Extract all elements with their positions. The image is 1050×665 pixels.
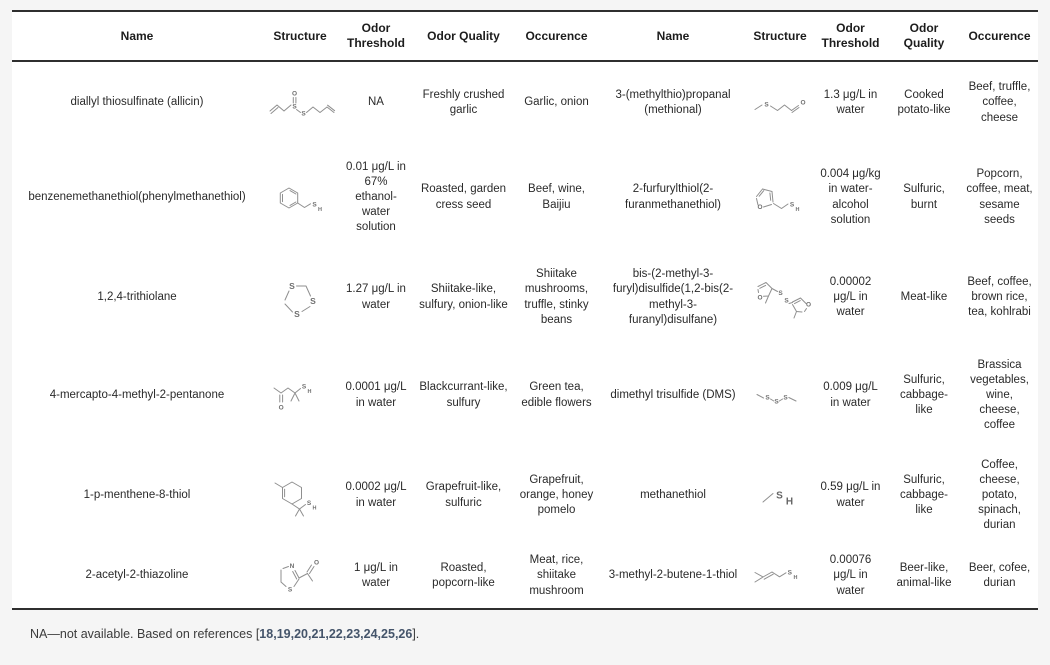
reference-separator: , — [342, 627, 347, 641]
name-cell: diallyl thiosulfinate (allicin) — [70, 96, 204, 109]
name-cell: 3-(methylthio)propanal (methional) — [615, 88, 731, 116]
odor-quality-cell: Shiitake-like, sulfury, onion-like — [419, 283, 508, 311]
reference-link-24[interactable]: 24 — [363, 627, 378, 641]
table-header — [12, 11, 1038, 61]
benzyl-mercaptan-structure-icon — [271, 181, 329, 215]
structure-cell — [746, 344, 814, 447]
structure-cell — [262, 544, 338, 609]
svg-text:S: S — [289, 280, 295, 291]
name-cell: dimethyl trisulfide (DMS) — [610, 388, 736, 401]
occurence-cell: Coffee, cheese, potato, spinach, durian — [978, 458, 1021, 532]
acetyl-thiazoline-structure-icon — [273, 556, 327, 596]
odor-threshold-cell: 1.3 μg/L in water — [823, 88, 878, 116]
odor-threshold-cell: 0.59 μg/L in water — [820, 481, 881, 509]
svg-text:S: S — [312, 201, 317, 208]
name-cell: 4-mercapto-4-methyl-2-pentanone — [49, 388, 225, 401]
name-cell: 3-methyl-2-butene-1-thiol — [608, 569, 738, 582]
structure-cell — [746, 447, 814, 544]
reference-separator: , — [290, 627, 295, 641]
footnote-text: NA—not available. Based on references [ — [30, 627, 260, 641]
svg-text:S: S — [306, 499, 312, 507]
odor-quality-cell: Sulfuric, cabbage-like — [900, 373, 948, 417]
table-card — [12, 10, 1038, 610]
structure-cell — [746, 251, 814, 344]
odor-quality-cell: Roasted, popcorn-like — [432, 561, 495, 589]
header-name-right: Name — [656, 28, 690, 43]
structure-cell — [262, 251, 338, 344]
svg-text:S: S — [287, 586, 293, 594]
reference-link-18[interactable]: 18 — [259, 627, 274, 641]
occurence-cell: Popcorn, coffee, meat, sesame seeds — [966, 168, 1033, 226]
odor-threshold-cell: 0.009 μg/L in water — [823, 381, 878, 409]
svg-text:O: O — [291, 90, 298, 98]
svg-text:O: O — [800, 99, 806, 107]
header-odor-quality-left: Odor Quality — [427, 28, 500, 43]
header-odor-threshold-left: Odor Threshold — [346, 21, 405, 50]
header-occurence-right: Occurence — [968, 28, 1031, 43]
reference-separator: , — [360, 627, 364, 641]
structure-cell — [262, 447, 338, 544]
svg-text:O: O — [757, 203, 763, 211]
reference-link-26[interactable]: 26 — [398, 627, 413, 641]
structure-cell — [746, 144, 814, 251]
reference-link-21[interactable]: 21 — [311, 627, 326, 641]
reference-link-23[interactable]: 23 — [346, 627, 361, 641]
table-row — [12, 344, 1038, 447]
reference-link-20[interactable]: 20 — [294, 627, 308, 641]
svg-text:O: O — [805, 301, 812, 308]
odor-quality-cell: Beer-like, animal-like — [896, 561, 952, 589]
odor-threshold-cell: 0.004 μg/kg in water-alcohol solution — [820, 168, 881, 226]
odor-quality-cell: Blackcurrant-like, sulfury — [419, 381, 508, 409]
odor-threshold-cell: 0.0002 μg/L in water — [345, 481, 407, 509]
svg-text:H: H — [795, 206, 800, 213]
odor-threshold-cell: NA — [368, 96, 384, 109]
structure-cell — [262, 344, 338, 447]
svg-text:S: S — [301, 110, 306, 118]
svg-text:S: S — [764, 101, 769, 109]
reference-separator: , — [307, 627, 312, 641]
svg-text:H: H — [312, 505, 317, 511]
svg-text:S: S — [778, 289, 783, 297]
svg-text:H: H — [793, 575, 798, 581]
occurence-cell: Beef, truffle, coffee, cheese — [968, 81, 1031, 124]
header-row — [12, 11, 1038, 61]
structure-cell — [746, 61, 814, 144]
name-cell: 2-acetyl-2-thiazoline — [85, 569, 189, 582]
occurence-cell: Beef, wine, Baijiu — [528, 183, 585, 211]
odor-threshold-cell: 0.00076 μg/L in water — [829, 554, 872, 597]
occurence-cell: Shiitake mushrooms, truffle, stinky beans — [524, 268, 589, 326]
name-cell: 1-p-menthene-8-thiol — [83, 488, 191, 501]
occurence-cell: Beer, cofee, durian — [968, 561, 1031, 589]
odor-threshold-cell: 0.01 μg/L in 67% ethanol-water solution — [346, 160, 406, 234]
table-row — [12, 251, 1038, 344]
reference-separator: , — [273, 627, 277, 641]
svg-text:S: S — [784, 297, 789, 304]
svg-text:S: S — [789, 201, 795, 208]
occurence-cell: Grapefruit, orange, honey pomelo — [519, 473, 594, 517]
furfurylthiol-structure-icon — [752, 182, 808, 214]
svg-text:O: O — [757, 294, 763, 301]
header-occurence-left: Occurence — [525, 28, 588, 43]
svg-text:S: S — [765, 394, 770, 401]
menthene-thiol-structure-icon — [270, 473, 330, 519]
odor-quality-cell: Freshly crushed garlic — [422, 88, 505, 116]
name-cell: benzenemethanethiol(phenylmethanethiol) — [28, 190, 246, 203]
odor-compounds-table — [12, 10, 1038, 610]
table-row — [12, 61, 1038, 144]
occurence-cell: Brassica vegetables, wine, cheese, coffee — [970, 358, 1029, 432]
structure-cell — [262, 144, 338, 251]
svg-text:S: S — [776, 490, 783, 501]
table-footnote — [30, 627, 1050, 641]
dimethyl-trisulfide-structure-icon — [753, 386, 807, 406]
odor-quality-cell: Roasted, garden cress seed — [420, 183, 507, 211]
mercapto-methyl-pentanone-structure-icon — [269, 378, 331, 414]
methyl-butene-thiol-structure-icon — [751, 562, 809, 590]
reference-separator: , — [394, 627, 399, 641]
svg-text:H: H — [307, 388, 312, 395]
table-body — [12, 61, 1038, 609]
table-row — [12, 144, 1038, 251]
svg-text:S: S — [301, 383, 307, 390]
odor-threshold-cell: 1.27 μg/L in water — [346, 283, 406, 311]
svg-text:H: H — [318, 206, 322, 213]
methional-structure-icon — [751, 91, 815, 115]
svg-text:O: O — [313, 559, 320, 567]
allicin-structure-icon — [267, 88, 345, 118]
name-cell: 2-furfurylthiol(2-furanmethanethiol) — [625, 183, 721, 211]
odor-quality-cell: Sulfuric, burnt — [903, 183, 945, 211]
reference-separator: , — [377, 627, 382, 641]
reference-link-22[interactable]: 22 — [328, 627, 343, 641]
reference-separator: , — [325, 627, 329, 641]
table-row — [12, 447, 1038, 544]
header-structure-right: Structure — [753, 28, 807, 43]
odor-threshold-cell: 0.00002 μg/L in water — [829, 275, 872, 319]
methanethiol-structure-icon — [758, 484, 802, 508]
header-odor-threshold-right: Odor Threshold — [821, 21, 880, 50]
svg-text:S: S — [783, 394, 788, 401]
occurence-cell: Meat, rice, shiitake mushroom — [529, 554, 584, 597]
svg-text:S: S — [787, 569, 792, 577]
header-odor-quality-right: Odor Quality — [903, 21, 945, 50]
svg-text:S: S — [310, 295, 316, 306]
footnote-suffix: ]. — [412, 627, 420, 641]
odor-quality-cell: Meat-like — [900, 290, 948, 303]
table-row — [12, 544, 1038, 609]
svg-text:O: O — [278, 404, 284, 411]
svg-text:S: S — [294, 308, 300, 319]
structure-cell — [262, 61, 338, 144]
occurence-cell: Garlic, onion — [524, 96, 589, 109]
header-name-left: Name — [120, 28, 154, 43]
odor-quality-cell: Sulfuric, cabbage-like — [900, 473, 948, 517]
name-cell: 1,2,4-trithiolane — [97, 290, 177, 303]
svg-text:S: S — [292, 103, 297, 111]
odor-quality-cell: Cooked potato-like — [897, 88, 951, 116]
name-cell: methanethiol — [640, 488, 706, 501]
reference-link-25[interactable]: 25 — [381, 627, 395, 641]
trithiolane-structure-icon — [276, 277, 324, 319]
occurence-cell: Beef, coffee, brown rice, tea, kohlrabi — [967, 275, 1032, 319]
svg-text:S: S — [774, 398, 779, 405]
occurence-cell: Green tea, edible flowers — [521, 381, 592, 409]
reference-link-19[interactable]: 19 — [276, 627, 291, 641]
name-cell: bis-(2-methyl-3-furyl)disulfide(1,2-bis(2-methyl-3-furanyl)disulfane) — [612, 268, 734, 326]
header-structure-left: Structure — [273, 28, 327, 43]
svg-text:H: H — [785, 496, 794, 507]
odor-quality-cell: Grapefruit-like, sulfuric — [425, 481, 502, 509]
svg-text:N: N — [289, 563, 295, 570]
odor-threshold-cell: 0.0001 μg/L in water — [345, 381, 407, 409]
bis-methylfuryl-disulfide-structure-icon — [751, 275, 815, 321]
structure-cell — [746, 544, 814, 609]
odor-threshold-cell: 1 μg/L in water — [354, 561, 398, 589]
